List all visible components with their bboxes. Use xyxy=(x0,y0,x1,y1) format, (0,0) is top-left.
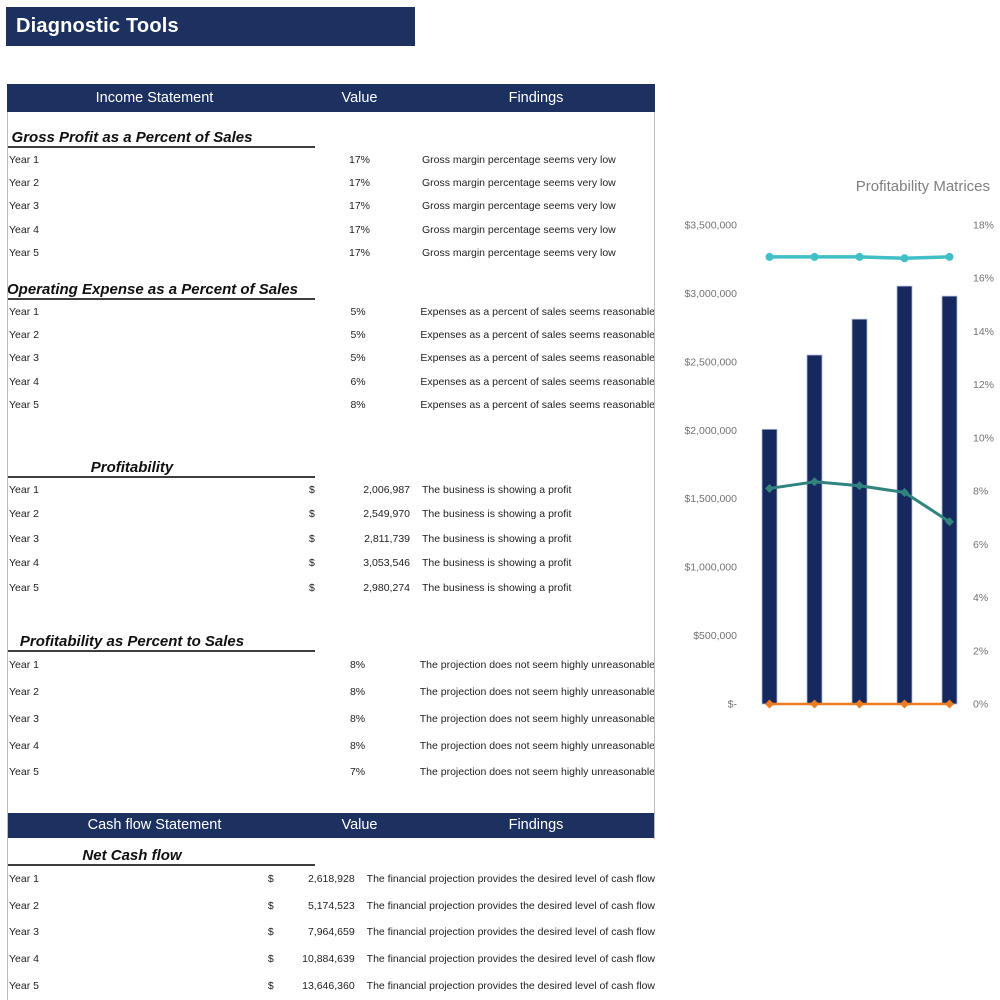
table-row xyxy=(7,946,655,973)
row-label: Year 4 xyxy=(9,375,39,388)
row-label: Year 4 xyxy=(9,223,39,236)
row-value xyxy=(300,740,414,752)
percent-value: 17% xyxy=(348,200,370,213)
currency-amount: 2,549,970 xyxy=(363,508,410,521)
col-header-value-cash: Value xyxy=(341,817,378,834)
row-finding: Expenses as a percent of sales seems reasonable xyxy=(420,375,655,388)
row-value xyxy=(300,713,414,725)
row-finding: The financial projection provides the desired level of cash flow xyxy=(366,979,655,992)
row-finding: Expenses as a percent of sales seems reasonable xyxy=(420,352,655,365)
table-left-border xyxy=(7,112,8,1000)
line-marker xyxy=(901,254,909,262)
col-header-findings-cash: Findings xyxy=(508,817,564,834)
currency-amount: 5,174,523 xyxy=(307,899,355,912)
row-label: Year 3 xyxy=(9,352,39,365)
left-axis-tick: $1,500,000 xyxy=(684,493,737,506)
row-value xyxy=(302,200,417,212)
section-title-row xyxy=(7,112,655,148)
col-header-income-statement: Income Statement xyxy=(95,90,214,106)
table-row xyxy=(7,218,655,241)
section-underline xyxy=(7,298,315,300)
percent-value: 17% xyxy=(348,247,370,260)
table-row xyxy=(7,394,655,417)
currency-amount: 2,811,739 xyxy=(364,532,410,545)
table-row xyxy=(7,759,655,786)
section-title: Net Cash flow xyxy=(82,846,182,864)
col-header-findings: Findings xyxy=(508,90,564,106)
currency-amount: 7,964,659 xyxy=(307,926,355,939)
currency-symbol: $ xyxy=(267,952,274,965)
row-finding: The projection does not seem highly unreasonable xyxy=(419,686,655,699)
percent-value: 17% xyxy=(348,177,370,190)
section-underline xyxy=(7,650,315,652)
row-finding: Gross margin percentage seems very low xyxy=(422,153,616,166)
row-finding: The financial projection provides the desired level of cash flow xyxy=(366,952,655,965)
currency-symbol: $ xyxy=(309,508,315,521)
row-value xyxy=(261,953,362,965)
row-finding: The business is showing a profit xyxy=(422,508,572,521)
right-axis-tick: 8% xyxy=(973,485,989,498)
right-axis-tick: 12% xyxy=(973,379,995,392)
right-axis-tick: 0% xyxy=(973,698,989,711)
row-finding: The projection does not seem highly unreasonable xyxy=(419,739,655,752)
table-row xyxy=(7,323,655,346)
table-row xyxy=(7,919,655,946)
left-axis-tick: $- xyxy=(727,698,737,711)
row-finding: The financial projection provides the desired level of cash flow xyxy=(366,899,655,912)
left-axis-tick: $2,500,000 xyxy=(684,356,737,369)
row-value xyxy=(300,686,414,698)
currency-amount: 10,884,639 xyxy=(302,952,355,965)
table-row xyxy=(7,866,655,893)
table-row xyxy=(7,370,655,393)
row-label: Year 1 xyxy=(9,659,39,672)
section-title-row xyxy=(7,838,655,866)
table-row xyxy=(7,575,655,599)
row-label: Year 3 xyxy=(9,532,39,545)
percent-value: 6% xyxy=(350,375,366,388)
row-value xyxy=(302,247,417,259)
row-value xyxy=(301,352,416,364)
row-label: Year 2 xyxy=(9,686,39,699)
currency-symbol: $ xyxy=(267,926,274,939)
section-gap xyxy=(7,786,655,813)
row-label: Year 2 xyxy=(9,899,39,912)
row-finding: Gross margin percentage seems very low xyxy=(422,247,616,260)
section-underline xyxy=(7,476,315,478)
left-axis-tick: $1,000,000 xyxy=(684,561,737,574)
table-row xyxy=(7,478,655,502)
table-row xyxy=(7,705,655,732)
currency-symbol: $ xyxy=(309,532,315,545)
right-axis-tick: 2% xyxy=(973,645,989,658)
table-row xyxy=(7,242,655,265)
table-right-border xyxy=(654,112,655,839)
percent-value: 8% xyxy=(349,659,366,672)
profitability-chart-svg xyxy=(670,160,1000,720)
section-title: Profitability xyxy=(90,458,174,476)
bar-year-2 xyxy=(807,355,822,704)
currency-amount: 2,006,987 xyxy=(363,484,410,497)
section-title: Profitability as Percent to Sales xyxy=(19,632,245,650)
line-marker xyxy=(811,253,819,261)
col-header-value: Value xyxy=(341,90,378,106)
section-title-row xyxy=(7,272,655,300)
percent-value: 8% xyxy=(350,399,366,412)
row-value xyxy=(302,533,417,545)
table-row xyxy=(7,171,655,194)
currency-symbol: $ xyxy=(309,557,315,570)
row-label: Year 2 xyxy=(9,508,39,521)
row-value xyxy=(261,900,362,912)
row-label: Year 2 xyxy=(9,329,39,342)
line-marker xyxy=(946,253,954,261)
percent-value: 5% xyxy=(350,305,366,318)
currency-symbol: $ xyxy=(309,581,315,594)
row-value xyxy=(261,980,362,992)
row-value xyxy=(300,659,414,671)
col-header-cashflow-statement: Cash flow Statement xyxy=(87,817,222,834)
row-label: Year 2 xyxy=(9,177,39,190)
right-axis-tick: 4% xyxy=(973,592,989,605)
table-row xyxy=(7,652,655,679)
table-row xyxy=(7,527,655,551)
percent-value: 17% xyxy=(348,153,370,166)
row-label: Year 1 xyxy=(9,873,39,886)
row-finding: The projection does not seem highly unreasonable xyxy=(419,712,655,725)
bar-year-5 xyxy=(942,296,957,704)
row-label: Year 4 xyxy=(9,557,39,570)
row-value xyxy=(302,508,417,520)
income-statement-header-row xyxy=(7,84,655,112)
row-value xyxy=(302,224,417,236)
currency-symbol: $ xyxy=(267,899,274,912)
row-finding: The projection does not seem highly unreasonable xyxy=(419,766,655,779)
row-value xyxy=(302,177,417,189)
row-value xyxy=(301,399,416,411)
percent-value: 5% xyxy=(350,352,366,365)
section-underline xyxy=(7,864,315,866)
row-value xyxy=(301,306,416,318)
currency-amount: 3,053,546 xyxy=(363,557,410,570)
currency-amount: 2,618,928 xyxy=(307,873,355,886)
table-row xyxy=(7,551,655,575)
row-finding: Gross margin percentage seems very low xyxy=(422,200,616,213)
left-axis-tick: $500,000 xyxy=(693,630,737,643)
currency-amount: 13,646,360 xyxy=(302,979,355,992)
left-axis-tick: $3,500,000 xyxy=(684,219,737,232)
row-label: Year 5 xyxy=(9,399,39,412)
row-value xyxy=(302,557,417,569)
line-marker xyxy=(856,253,864,261)
table-row xyxy=(7,502,655,526)
section-gap xyxy=(7,265,655,272)
row-finding: Gross margin percentage seems very low xyxy=(422,223,616,236)
table-row xyxy=(7,195,655,218)
left-axis-tick: $3,000,000 xyxy=(684,287,737,300)
row-label: Year 3 xyxy=(9,200,39,213)
page-title: Diagnostic Tools xyxy=(16,15,179,37)
diagnostic-table xyxy=(7,84,655,999)
table-row xyxy=(7,347,655,370)
section-title: Operating Expense as a Percent of Sales xyxy=(7,280,298,298)
left-axis-tick: $2,000,000 xyxy=(684,424,737,437)
row-finding: Gross margin percentage seems very low xyxy=(422,177,616,190)
table-row xyxy=(7,972,655,999)
row-finding: The business is showing a profit xyxy=(422,532,572,545)
currency-amount: 2,980,274 xyxy=(363,581,410,594)
row-label: Year 5 xyxy=(9,979,39,992)
currency-symbol: $ xyxy=(267,979,274,992)
table-row xyxy=(7,732,655,759)
currency-symbol: $ xyxy=(267,873,274,886)
row-label: Year 5 xyxy=(9,581,39,594)
row-label: Year 5 xyxy=(9,766,39,779)
chart-title: Profitability Matrices xyxy=(855,178,990,195)
row-value xyxy=(302,484,417,496)
row-finding: The business is showing a profit xyxy=(422,557,572,570)
row-label: Year 1 xyxy=(9,484,39,497)
row-label: Year 3 xyxy=(9,712,39,725)
section-underline xyxy=(7,146,315,148)
row-value xyxy=(302,154,417,166)
right-axis-tick: 14% xyxy=(973,325,995,338)
table-row xyxy=(7,148,655,171)
cashflow-statement-header-row xyxy=(7,813,655,838)
section-gap xyxy=(7,600,655,625)
row-finding: Expenses as a percent of sales seems reasonable xyxy=(420,329,655,342)
table-row xyxy=(7,892,655,919)
section-gap xyxy=(7,417,655,448)
profitability-chart xyxy=(670,160,1000,720)
row-value xyxy=(300,766,414,778)
row-value xyxy=(261,926,362,938)
right-axis-tick: 16% xyxy=(973,272,995,285)
row-value xyxy=(301,329,416,341)
right-axis-tick: 6% xyxy=(973,538,989,551)
row-finding: Expenses as a percent of sales seems reasonable xyxy=(420,305,655,318)
section-title-row xyxy=(7,448,655,478)
row-label: Year 4 xyxy=(9,739,39,752)
row-label: Year 4 xyxy=(9,952,39,965)
row-label: Year 1 xyxy=(9,153,39,166)
row-finding: The business is showing a profit xyxy=(422,484,572,497)
row-finding: The projection does not seem highly unreasonable xyxy=(419,659,655,672)
percent-value: 8% xyxy=(349,686,366,699)
percent-value: 5% xyxy=(350,329,366,342)
row-label: Year 1 xyxy=(9,305,39,318)
currency-symbol: $ xyxy=(309,484,315,497)
row-value xyxy=(261,873,362,885)
percent-value: 8% xyxy=(349,739,366,752)
row-finding: The financial projection provides the desired level of cash flow xyxy=(366,926,655,939)
percent-value: 8% xyxy=(349,712,366,725)
table-row xyxy=(7,679,655,706)
row-label: Year 3 xyxy=(9,926,39,939)
section-title-row xyxy=(7,625,655,652)
row-finding: Expenses as a percent of sales seems reasonable xyxy=(420,399,655,412)
row-finding: The business is showing a profit xyxy=(422,581,572,594)
percent-value: 17% xyxy=(348,223,370,236)
row-value xyxy=(302,582,417,594)
section-title: Gross Profit as a Percent of Sales xyxy=(11,129,253,146)
row-finding: The financial projection provides the desired level of cash flow xyxy=(366,873,655,886)
page-title-bar xyxy=(6,7,415,46)
bar-year-1 xyxy=(762,429,777,704)
row-label: Year 5 xyxy=(9,247,39,260)
right-axis-tick: 10% xyxy=(973,432,995,445)
bar-year-3 xyxy=(852,319,867,704)
line-marker xyxy=(766,253,774,261)
row-value xyxy=(301,376,416,388)
table-row xyxy=(7,300,655,323)
percent-value: 7% xyxy=(349,766,366,779)
income-statement-sections xyxy=(7,112,655,813)
right-axis-tick: 18% xyxy=(973,219,995,232)
cashflow-sections xyxy=(7,838,655,999)
